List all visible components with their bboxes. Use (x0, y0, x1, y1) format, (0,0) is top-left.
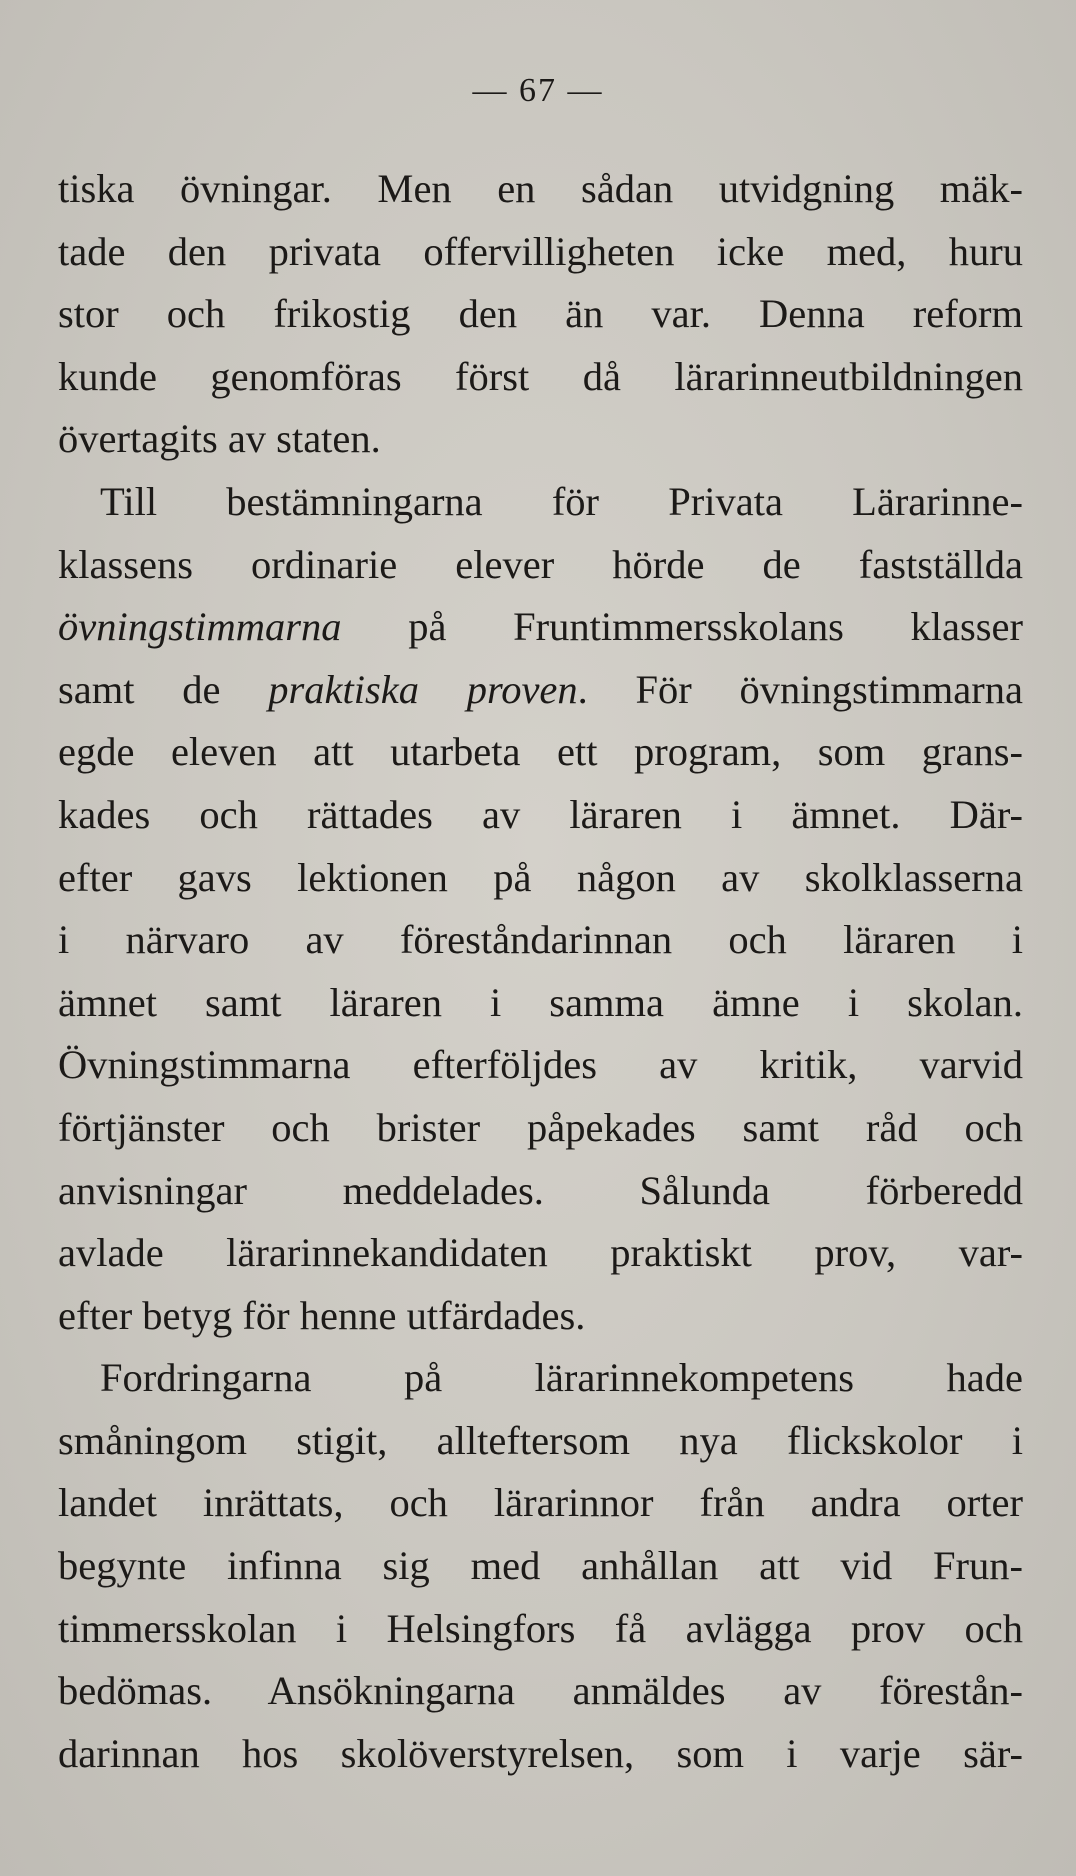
text-line: bedömas. Ansökningarna anmäldes av förestån- (58, 1668, 1023, 1714)
text-line: tiska övningar. Men en sådan utvidgning mäk- (58, 166, 1023, 211)
text-fragment: . För övningstimmarna (577, 666, 1023, 712)
text-fragment: på Fruntimmersskolans klasser (341, 604, 1023, 650)
text-line: avlade lärarinnekandidaten praktiskt prov, var- (58, 1230, 1023, 1276)
text-line: efter gavs lektionen på någon av skolklasserna (58, 854, 1023, 900)
text-line (58, 596, 1023, 659)
text-line: egde eleven att utarbeta ett program, som grans- (58, 729, 1023, 775)
text-line: anvisningar meddelades. Sålunda förberedd (58, 1167, 1023, 1213)
text-line: kades och rättades av läraren i ämnet. Där- (58, 791, 1023, 837)
text-line: Till bestämningarna för Privata Lärarinne- (100, 478, 1023, 524)
text-line: kunde genomföras först då lärarinneutbildningen (58, 353, 1023, 399)
text-line: i närvaro av föreståndarinnan och läraren i (58, 917, 1023, 963)
text-line: övertagits av staten. (58, 416, 381, 462)
text-line: landet inrättats, och lärarinnor från andra orter (58, 1480, 1023, 1526)
text-line: darinnan hos skolöverstyrelsen, som i varje sär- (58, 1730, 1023, 1776)
text-line (58, 659, 1023, 722)
italic-term: praktiska proven (268, 666, 578, 712)
text-line: tade den privata offervilligheten icke med, huru (58, 228, 1023, 274)
text-fragment: samt de (58, 666, 269, 712)
text-line: Fordringarna på lärarinnekompetens hade (100, 1355, 1023, 1401)
text-line: efter betyg för henne utfärdades. (58, 1292, 586, 1338)
italic-term: övningstimmarna (58, 604, 342, 650)
text-line: ämnet samt läraren i samma ämne i skolan. (58, 979, 1023, 1025)
text-line: stor och frikostig den än var. Denna reform (58, 291, 1023, 337)
text-line: timmersskolan i Helsingfors få avlägga prov och (58, 1605, 1023, 1651)
text-line: småningom stigit, allteftersom nya flickskolor i (58, 1417, 1023, 1463)
body-text (58, 158, 1023, 1785)
text-line: Övningstimmarna efterföljdes av kritik, varvid (58, 1042, 1023, 1088)
text-line: begynte infinna sig med anhållan att vid Frun- (58, 1543, 1023, 1589)
text-line: förtjänster och brister påpekades samt råd och (58, 1104, 1023, 1150)
page-number: — 67 — (472, 72, 604, 109)
text-line: klassens ordinarie elever hörde de fastställda (58, 541, 1023, 587)
